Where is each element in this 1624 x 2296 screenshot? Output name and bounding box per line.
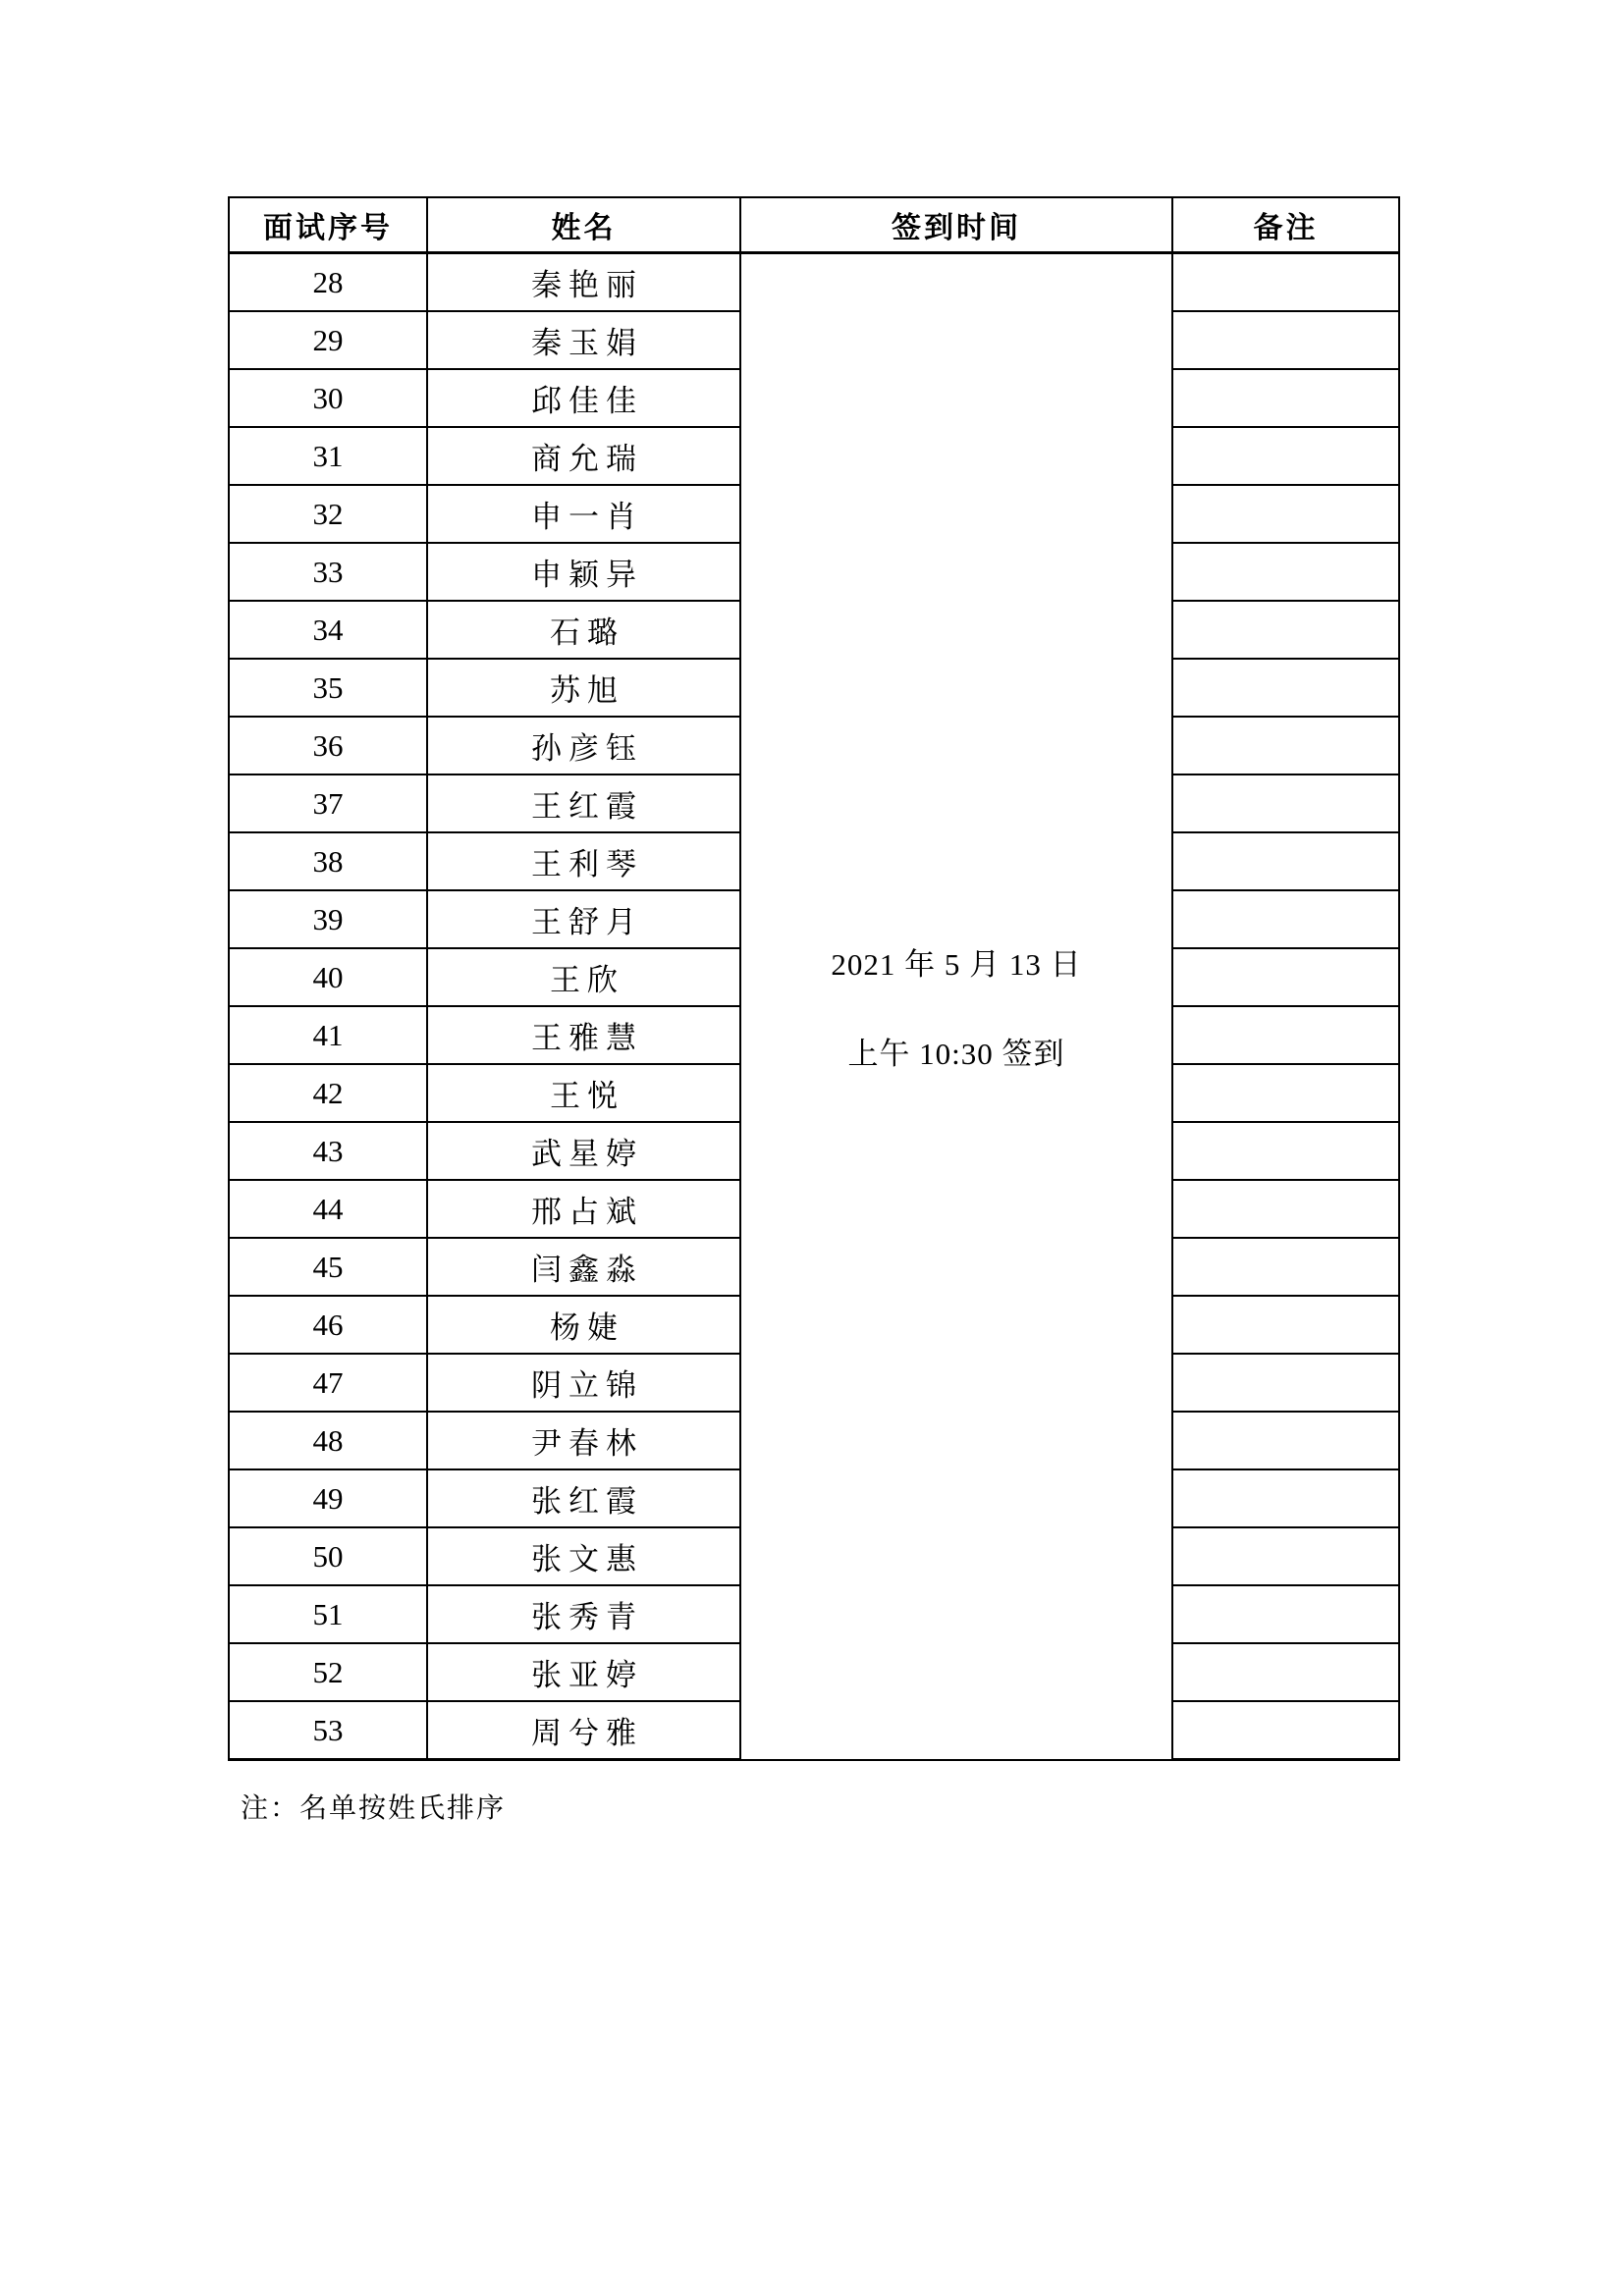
interview-number-cell: 29 — [229, 311, 427, 369]
candidate-name-cell: 杨婕 — [427, 1296, 740, 1354]
remark-cell — [1172, 543, 1399, 601]
candidate-name-cell: 尹春林 — [427, 1412, 740, 1469]
interview-number-cell: 47 — [229, 1354, 427, 1412]
candidate-name-cell: 张亚婷 — [427, 1643, 740, 1701]
table-header-row — [229, 197, 1399, 253]
remark-cell — [1172, 1585, 1399, 1643]
interview-number-cell: 32 — [229, 485, 427, 543]
interview-number-cell: 45 — [229, 1238, 427, 1296]
interview-number-cell: 48 — [229, 1412, 427, 1469]
remark-cell — [1172, 1701, 1399, 1760]
interview-number-cell: 52 — [229, 1643, 427, 1701]
candidate-name-cell: 石璐 — [427, 601, 740, 659]
candidate-name-cell: 张红霞 — [427, 1469, 740, 1527]
interview-number-cell: 43 — [229, 1122, 427, 1180]
remark-cell — [1172, 1412, 1399, 1469]
candidate-name-cell: 申颖异 — [427, 543, 740, 601]
interview-number-cell: 53 — [229, 1701, 427, 1760]
interview-number-cell: 36 — [229, 717, 427, 774]
remark-cell — [1172, 1122, 1399, 1180]
candidate-name-cell: 张秀青 — [427, 1585, 740, 1643]
remark-cell — [1172, 1180, 1399, 1238]
candidate-name-cell: 邢占斌 — [427, 1180, 740, 1238]
candidate-name-cell: 申一肖 — [427, 485, 740, 543]
remark-cell — [1172, 659, 1399, 717]
interview-number-cell: 42 — [229, 1064, 427, 1122]
interview-number-cell: 40 — [229, 948, 427, 1006]
interview-number-cell: 39 — [229, 890, 427, 948]
candidate-name-cell: 邱佳佳 — [427, 369, 740, 427]
table-row — [229, 253, 1399, 312]
remark-cell — [1172, 832, 1399, 890]
header-remark: 备注 — [1172, 197, 1399, 253]
table-body — [229, 253, 1399, 1760]
interview-number-cell: 30 — [229, 369, 427, 427]
interview-number-cell: 37 — [229, 774, 427, 832]
interview-signin-table — [228, 196, 1400, 1761]
candidate-name-cell: 阴立锦 — [427, 1354, 740, 1412]
interview-number-cell: 44 — [229, 1180, 427, 1238]
remark-cell — [1172, 485, 1399, 543]
remark-cell — [1172, 1643, 1399, 1701]
candidate-name-cell: 苏旭 — [427, 659, 740, 717]
candidate-name-cell: 王悦 — [427, 1064, 740, 1122]
remark-cell — [1172, 890, 1399, 948]
remark-cell — [1172, 1064, 1399, 1122]
remark-cell — [1172, 369, 1399, 427]
remark-cell — [1172, 311, 1399, 369]
interview-number-cell: 46 — [229, 1296, 427, 1354]
remark-cell — [1172, 1527, 1399, 1585]
candidate-name-cell: 张文惠 — [427, 1527, 740, 1585]
candidate-name-cell: 孙彦钰 — [427, 717, 740, 774]
remark-cell — [1172, 1296, 1399, 1354]
remark-cell — [1172, 253, 1399, 312]
footnote-sorting-note: 注：名单按姓氏排序 — [241, 1793, 507, 1824]
candidate-name-cell: 闫鑫淼 — [427, 1238, 740, 1296]
interview-number-cell: 49 — [229, 1469, 427, 1527]
interview-number-cell: 28 — [229, 253, 427, 312]
candidate-name-cell: 秦玉娟 — [427, 311, 740, 369]
candidate-name-cell: 商允瑞 — [427, 427, 740, 485]
remark-cell — [1172, 1354, 1399, 1412]
interview-number-cell: 50 — [229, 1527, 427, 1585]
remark-cell — [1172, 717, 1399, 774]
interview-number-cell: 41 — [229, 1006, 427, 1064]
candidate-name-cell: 王利琴 — [427, 832, 740, 890]
header-interview-number: 面试序号 — [229, 197, 427, 253]
candidate-name-cell: 王舒月 — [427, 890, 740, 948]
interview-number-cell: 35 — [229, 659, 427, 717]
candidate-name-cell: 王雅慧 — [427, 1006, 740, 1064]
interview-number-cell: 34 — [229, 601, 427, 659]
candidate-name-cell: 王欣 — [427, 948, 740, 1006]
remark-cell — [1172, 601, 1399, 659]
checkin-time-text: 上午 10:30 签到 — [847, 1037, 1065, 1072]
interview-number-cell: 33 — [229, 543, 427, 601]
checkin-time-merged-cell — [740, 253, 1172, 1760]
interview-number-cell: 51 — [229, 1585, 427, 1643]
remark-cell — [1172, 948, 1399, 1006]
remark-cell — [1172, 427, 1399, 485]
remark-cell — [1172, 774, 1399, 832]
remark-cell — [1172, 1469, 1399, 1527]
header-name: 姓名 — [427, 197, 740, 253]
interview-number-cell: 38 — [229, 832, 427, 890]
candidate-name-cell: 秦艳丽 — [427, 253, 740, 312]
candidate-name-cell: 周兮雅 — [427, 1701, 740, 1760]
checkin-date-text: 2021 年 5 月 13 日 — [831, 947, 1082, 983]
remark-cell — [1172, 1006, 1399, 1064]
interview-number-cell: 31 — [229, 427, 427, 485]
header-checkin-time: 签到时间 — [740, 197, 1172, 253]
candidate-name-cell: 武星婷 — [427, 1122, 740, 1180]
candidate-name-cell: 王红霞 — [427, 774, 740, 832]
remark-cell — [1172, 1238, 1399, 1296]
